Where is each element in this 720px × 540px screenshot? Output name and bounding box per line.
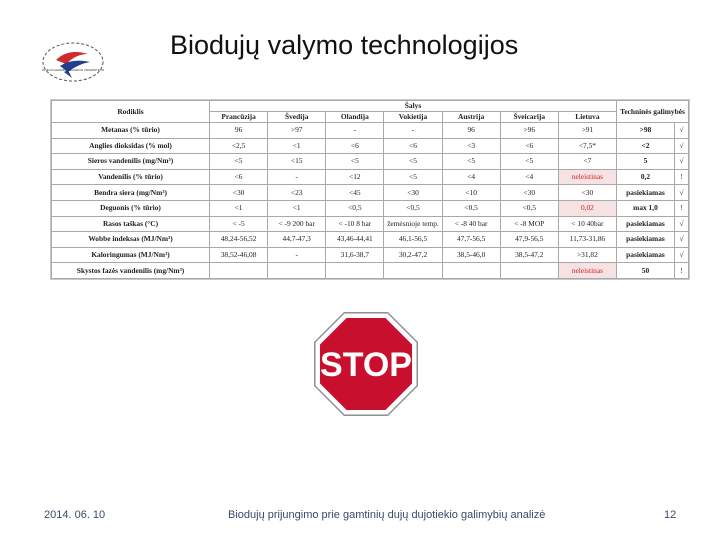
value-cell: 38,5-46,0 [442, 247, 500, 263]
header-countries-group: Šalys [210, 101, 617, 112]
value-cell: žemėsnioje temp. [384, 216, 442, 232]
header-country: Prancūzija [210, 112, 268, 123]
value-cell: <45 [326, 185, 384, 201]
status-mark: √ [674, 185, 688, 201]
value-cell: <23 [268, 185, 326, 201]
comparison-table [50, 99, 690, 280]
param-cell: Skystos fazės vandenilis (mg/Nm³) [52, 263, 210, 279]
value-cell: <30 [500, 185, 558, 201]
value-cell: 30,2-47,2 [384, 247, 442, 263]
value-cell: <5 [326, 154, 384, 170]
tech-cell: pasiekiamas [616, 232, 674, 248]
tech-cell: 0,2 [616, 169, 674, 185]
param-cell: Anglies dioksidas (% mol) [52, 138, 210, 154]
value-cell: neleistinas [558, 263, 616, 279]
value-cell: <5 [210, 154, 268, 170]
value-cell: <1 [268, 138, 326, 154]
value-cell: 96 [442, 123, 500, 139]
value-cell [326, 263, 384, 279]
value-cell: >91 [558, 123, 616, 139]
value-cell: <15 [268, 154, 326, 170]
status-mark: ! [674, 169, 688, 185]
tech-cell: 5 [616, 154, 674, 170]
status-mark: ! [674, 200, 688, 216]
value-cell: <4 [500, 169, 558, 185]
table-row [52, 216, 689, 232]
table-row [52, 232, 689, 248]
value-cell: <6 [500, 138, 558, 154]
value-cell: <5 [384, 154, 442, 170]
logo-caption: VILNIAUS GEDIMINO TECHNIKOS UNIVERSITETAS [41, 69, 105, 72]
university-logo [38, 40, 108, 86]
param-cell: Deguonis (% tūrio) [52, 200, 210, 216]
value-cell: 38,52-46,08 [210, 247, 268, 263]
value-cell: <1 [210, 200, 268, 216]
table-row [52, 247, 689, 263]
value-cell [500, 263, 558, 279]
value-cell: - [268, 169, 326, 185]
table-row [52, 263, 689, 279]
header-tech: Techninės galimybės [616, 101, 688, 123]
stop-sign-label: STOP [320, 346, 412, 384]
footer-title: Biodujų prijungimo prie gamtinių dujų dujotiekio galimybių analizė [228, 509, 546, 521]
tech-cell: 50 [616, 263, 674, 279]
value-cell: 0,02 [558, 200, 616, 216]
status-mark: √ [674, 123, 688, 139]
value-cell: - [268, 247, 326, 263]
page-number: 12 [664, 509, 677, 521]
value-cell: < -8 MOP [500, 216, 558, 232]
header-country: Olandija [326, 112, 384, 123]
param-cell: Kaloringumas (MJ/Nm³) [52, 247, 210, 263]
param-cell: Bendra siera (mg/Nm³) [52, 185, 210, 201]
value-cell: <5 [384, 169, 442, 185]
value-cell: - [384, 123, 442, 139]
value-cell: 11,73-31,86 [558, 232, 616, 248]
value-cell: <0,5 [442, 200, 500, 216]
param-cell: Sieros vandenilis (mg/Nm³) [52, 154, 210, 170]
table-row [52, 154, 689, 170]
value-cell: <30 [210, 185, 268, 201]
value-cell: <2,5 [210, 138, 268, 154]
value-cell: <4 [442, 169, 500, 185]
value-cell: <6 [210, 169, 268, 185]
value-cell: 43,46-44,41 [326, 232, 384, 248]
value-cell: neleistinas [558, 169, 616, 185]
value-cell: 46,1-56,5 [384, 232, 442, 248]
value-cell: <6 [384, 138, 442, 154]
value-cell [384, 263, 442, 279]
value-cell: <0,5 [500, 200, 558, 216]
value-cell: <7 [558, 154, 616, 170]
header-country: Austrija [442, 112, 500, 123]
status-mark: √ [674, 232, 688, 248]
value-cell: 44,7-47,3 [268, 232, 326, 248]
value-cell: >96 [500, 123, 558, 139]
value-cell: 47,9-56,5 [500, 232, 558, 248]
value-cell: >97 [268, 123, 326, 139]
status-mark: √ [674, 154, 688, 170]
value-cell: <30 [384, 185, 442, 201]
value-cell: <3 [442, 138, 500, 154]
value-cell: <0,5 [384, 200, 442, 216]
param-cell: Wobbe indeksas (MJ/Nm³) [52, 232, 210, 248]
table-row [52, 138, 689, 154]
value-cell: <30 [558, 185, 616, 201]
param-cell: Metanas (% tūrio) [52, 123, 210, 139]
value-cell: 48,24-56,52 [210, 232, 268, 248]
tech-cell: pasiekiamas [616, 185, 674, 201]
value-cell: <5 [500, 154, 558, 170]
value-cell: <5 [442, 154, 500, 170]
tech-cell: >98 [616, 123, 674, 139]
table-row [52, 169, 689, 185]
table-row [52, 123, 689, 139]
footer-date: 2014. 06. 10 [44, 509, 106, 521]
tech-cell: pasiekiamas [616, 216, 674, 232]
value-cell [210, 263, 268, 279]
header-country: Lietuva [558, 112, 616, 123]
status-mark: √ [674, 216, 688, 232]
value-cell [442, 263, 500, 279]
value-cell: <10 [442, 185, 500, 201]
value-cell: 31,6-38,7 [326, 247, 384, 263]
value-cell: < -9 200 bar [268, 216, 326, 232]
slide-title: Biodujų valymo technologijos [170, 30, 519, 60]
header-country: Švedija [268, 112, 326, 123]
header-country: Vokietija [384, 112, 442, 123]
status-mark: √ [674, 138, 688, 154]
value-cell: - [326, 123, 384, 139]
table-row [52, 185, 689, 201]
value-cell: < 10 40bar [558, 216, 616, 232]
value-cell: < -10 8 bar [326, 216, 384, 232]
tech-cell: pasiekiamas [616, 247, 674, 263]
value-cell: 47,7-56,5 [442, 232, 500, 248]
value-cell: <1 [268, 200, 326, 216]
header-param: Rodiklis [52, 101, 210, 123]
tech-cell: max 1,0 [616, 200, 674, 216]
header-country: Šveicarija [500, 112, 558, 123]
value-cell [268, 263, 326, 279]
value-cell: < -8 40 bar [442, 216, 500, 232]
table-row [52, 200, 689, 216]
value-cell: <7,5* [558, 138, 616, 154]
stop-sign-icon [314, 312, 418, 416]
value-cell: 96 [210, 123, 268, 139]
tech-cell: <2 [616, 138, 674, 154]
value-cell: 38,5-47,2 [500, 247, 558, 263]
value-cell: <6 [326, 138, 384, 154]
value-cell: >31,82 [558, 247, 616, 263]
param-cell: Rasos taškas (°C) [52, 216, 210, 232]
value-cell: < -5 [210, 216, 268, 232]
value-cell: <12 [326, 169, 384, 185]
status-mark: ! [674, 263, 688, 279]
param-cell: Vandenilis (% tūrio) [52, 169, 210, 185]
status-mark: √ [674, 247, 688, 263]
value-cell: <0,5 [326, 200, 384, 216]
